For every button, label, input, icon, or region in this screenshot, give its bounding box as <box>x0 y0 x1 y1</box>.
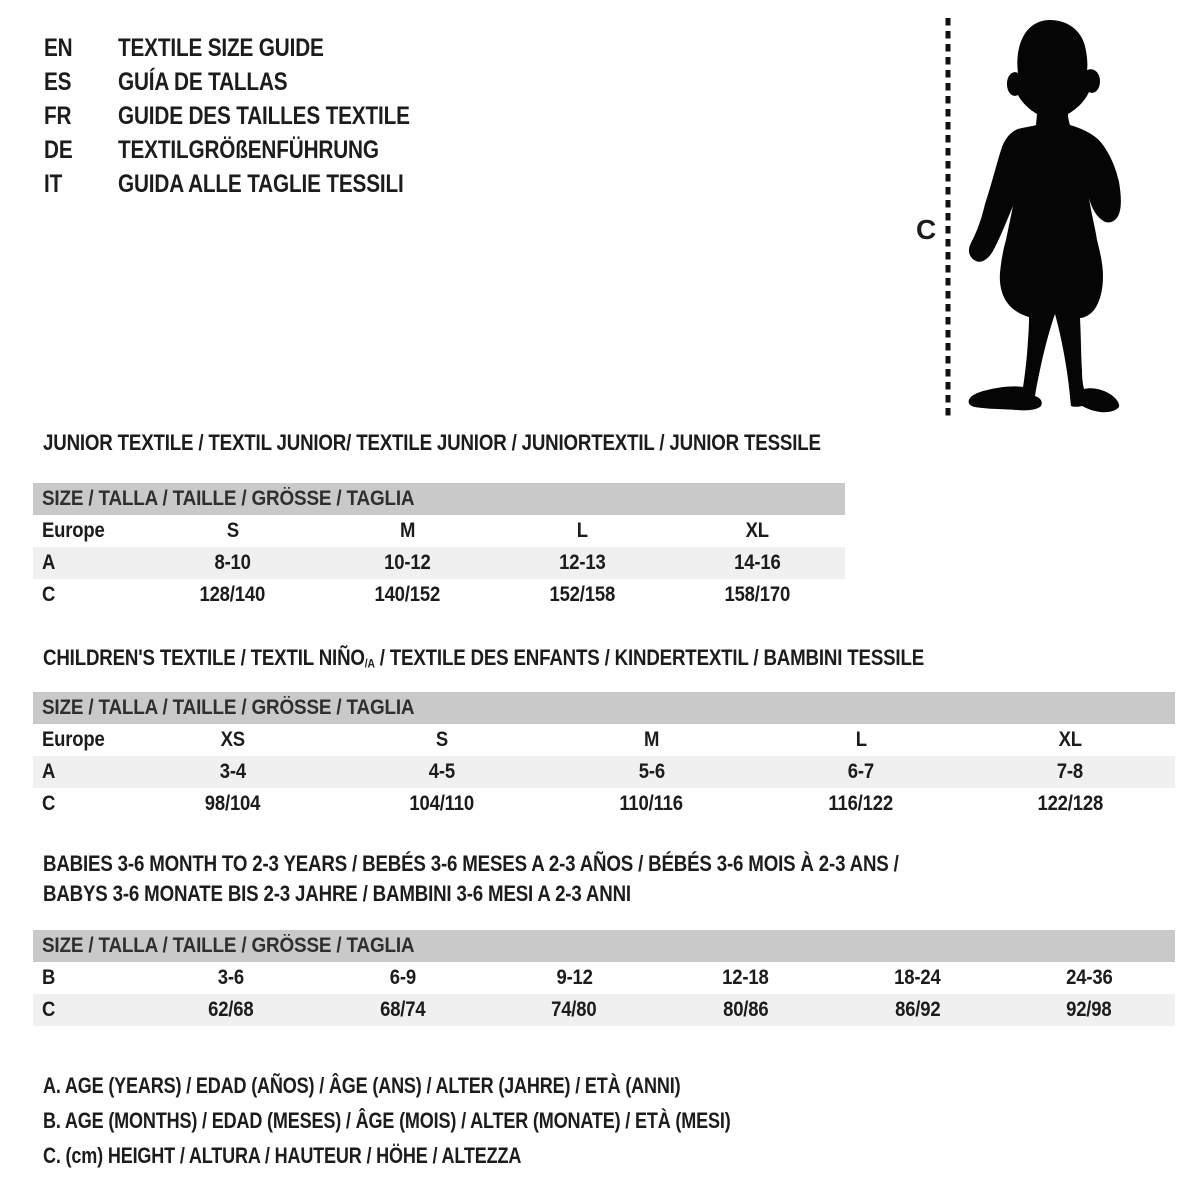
cell: 128/140 <box>199 583 266 606</box>
cell: M <box>643 728 660 751</box>
height-measure-dashed-line-icon <box>945 18 951 421</box>
language-code: DE <box>44 135 73 164</box>
cell: 18-24 <box>894 966 941 989</box>
cell: 9-12 <box>556 966 593 989</box>
cell: 6-7 <box>847 760 875 783</box>
cell: 86/92 <box>894 998 941 1021</box>
cell: 116/122 <box>828 792 894 815</box>
cell: 62/68 <box>208 998 254 1021</box>
language-title: GUÍA DE TALLAS <box>118 67 288 96</box>
table-row-height <box>33 994 1175 1026</box>
children-section-title: CHILDREN'S TEXTILE / TEXTIL $NIÑO_{/A}$ / TEXTILE DES ENFANTS / KINDERTEXTIL / BAMBINI TESSILE <box>43 645 925 671</box>
cell: 3-4 <box>219 760 246 783</box>
table-row-age <box>33 547 845 579</box>
row-label: A <box>42 760 56 783</box>
row-label: C <box>42 998 56 1021</box>
children-size-table <box>33 692 1175 820</box>
cell: 110/116 <box>619 792 684 815</box>
language-title: GUIDE DES TAILLES TEXTILE <box>118 101 410 130</box>
cell: 4-5 <box>429 760 456 783</box>
cell: L <box>855 728 867 751</box>
cell: 6-9 <box>389 966 416 989</box>
cell: 8-10 <box>214 551 251 574</box>
babies-size-table <box>33 930 1175 1026</box>
legend-line-height-cm: C. (cm) HEIGHT / ALTURA / HAUTEUR / HÖHE / ALTEZZA <box>43 1142 522 1168</box>
nino-a-subscript: /A <box>364 656 375 671</box>
cell: 104/110 <box>409 792 475 815</box>
legend-line-age-months: B. AGE (MONTHS) / EDAD (MESES) / ÂGE (MOIS) / ALTER (MONATE) / ETÀ (MESI) <box>43 1107 731 1133</box>
language-title: GUIDA ALLE TAGLIE TESSILI <box>118 169 404 198</box>
cell: S <box>226 519 239 542</box>
cell: 5-6 <box>638 760 665 783</box>
legend-line-age-years: A. AGE (YEARS) / EDAD (AÑOS) / ÂGE (ANS) / ALTER (JAHRE) / ETÀ (ANNI) <box>43 1072 681 1098</box>
legend <box>43 1068 881 1173</box>
table-row-age-months <box>33 962 1175 994</box>
table-row-europe <box>33 515 845 547</box>
cell: 68/74 <box>379 998 426 1021</box>
cell: M <box>399 519 416 542</box>
cell: 74/80 <box>551 998 597 1021</box>
cell: L <box>576 519 589 542</box>
junior-size-table <box>33 483 845 611</box>
language-row-it <box>44 167 470 201</box>
cell: 3-6 <box>217 966 244 989</box>
cell: 10-12 <box>384 551 431 574</box>
cell: 12-18 <box>722 966 770 989</box>
cell: XL <box>745 519 770 542</box>
cell: 12-13 <box>559 551 606 574</box>
language-row-de <box>44 133 470 167</box>
cell: 98/104 <box>204 792 261 815</box>
row-label: Europe <box>42 728 105 751</box>
language-row-en <box>44 31 470 65</box>
cell: S <box>436 728 449 751</box>
size-header-bar: SIZE / TALLA / TAILLE / GRÖSSE / TAGLIA <box>33 483 845 515</box>
row-label: Europe <box>42 519 105 542</box>
cell: 122/128 <box>1037 792 1104 815</box>
language-code: FR <box>44 101 72 130</box>
language-title: TEXTILE SIZE GUIDE <box>118 33 324 62</box>
language-code: EN <box>44 33 73 62</box>
row-label: C <box>42 792 56 815</box>
cell: XS <box>220 728 245 751</box>
row-label: B <box>42 966 56 989</box>
cell: 92/98 <box>1066 998 1112 1021</box>
row-label: A <box>42 551 56 574</box>
cell: XL <box>1058 728 1082 751</box>
language-list <box>44 31 470 201</box>
row-label: C <box>42 583 56 606</box>
table-row-height <box>33 788 1175 820</box>
table-row-europe <box>33 724 1175 756</box>
cell: 14-16 <box>734 551 781 574</box>
language-title: TEXTILGRÖßENFÜHRUNG <box>118 135 379 164</box>
baby-silhouette-icon <box>964 18 1132 421</box>
cell: 152/158 <box>549 583 616 606</box>
babies-section-title: BABIES 3-6 MONTH TO 2-3 YEARS / BEBÉS 3-6 MESES A 2-3 AÑOS / BÉBÉS 3-6 MOIS À 2-3 ANS / BABYS 3-6 MONATE BIS 2-3 JAHRE / BAMBINI 3-6 MESI A 2-3 ANNI <box>43 851 899 906</box>
cell: 140/152 <box>374 583 441 606</box>
figure-measure-label: C <box>916 214 937 245</box>
cell: 158/170 <box>724 583 791 606</box>
language-row-fr <box>44 99 470 133</box>
size-header-bar: SIZE / TALLA / TAILLE / GRÖSSE / TAGLIA <box>33 930 1175 962</box>
language-code: ES <box>44 67 72 96</box>
size-header-bar: SIZE / TALLA / TAILLE / GRÖSSE / TAGLIA <box>33 692 1175 724</box>
table-row-age <box>33 756 1175 788</box>
table-row-height <box>33 579 845 611</box>
language-code: IT <box>44 169 63 198</box>
cell: 24-36 <box>1065 966 1113 989</box>
language-row-es <box>44 65 470 99</box>
cell: 80/86 <box>723 998 769 1021</box>
junior-section-title: JUNIOR TEXTILE / TEXTIL JUNIOR/ TEXTILE JUNIOR / JUNIORTEXTIL / JUNIOR TESSILE <box>43 430 821 455</box>
cell: 7-8 <box>1057 760 1084 783</box>
